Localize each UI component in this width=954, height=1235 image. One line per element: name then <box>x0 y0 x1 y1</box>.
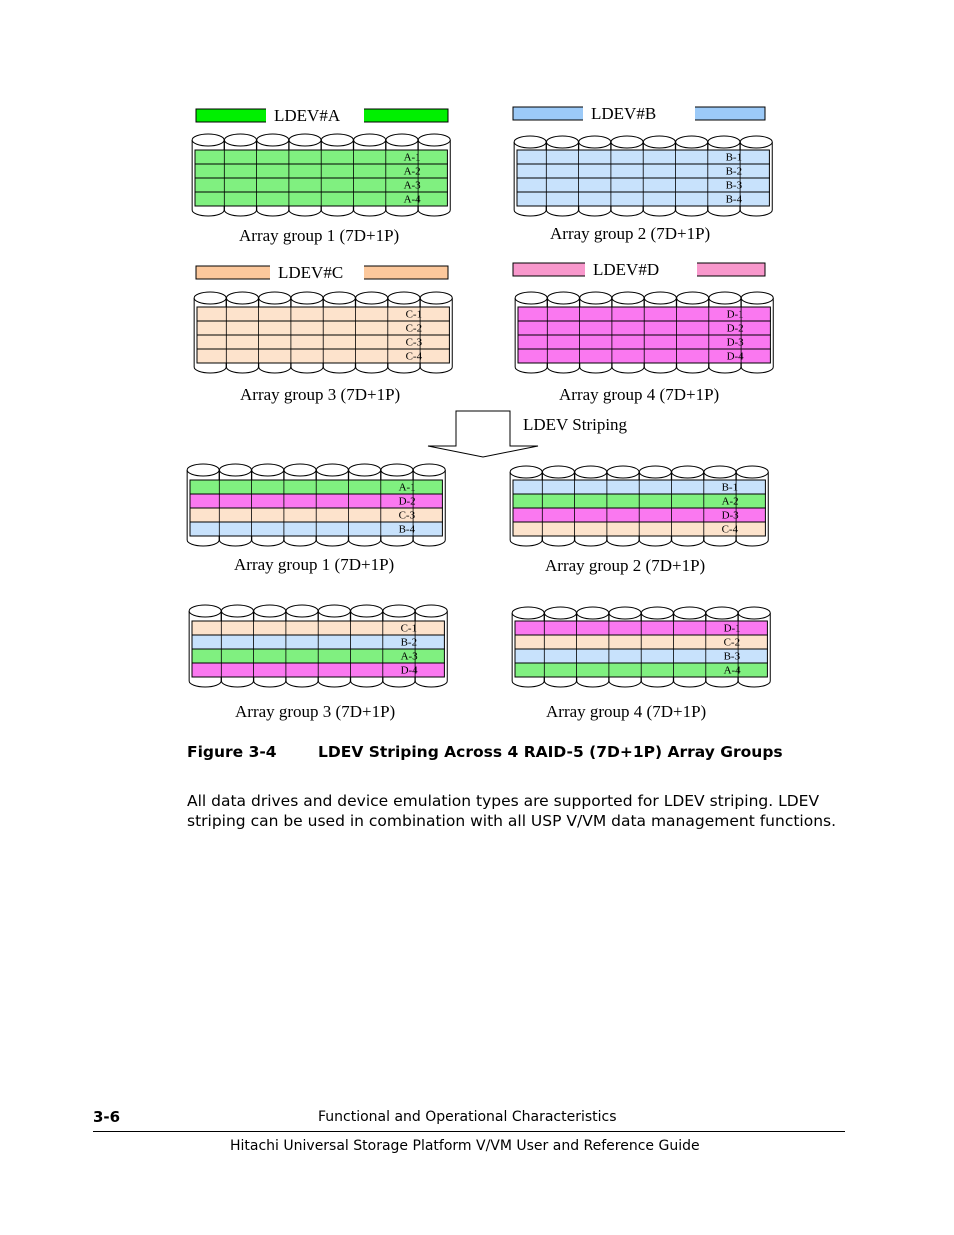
page-number: 3-6 <box>93 1108 121 1126</box>
array-group <box>194 292 452 404</box>
drive-top <box>740 136 772 148</box>
stripe-label: D-4 <box>400 664 418 677</box>
ldev-label: LDEV#D <box>593 260 660 279</box>
drive-top <box>356 292 388 304</box>
drive-top <box>383 605 415 617</box>
array-group <box>512 607 770 721</box>
stripe-label: D-1 <box>726 308 744 321</box>
drive-top <box>641 607 673 619</box>
stripe-label: B-1 <box>721 481 739 494</box>
drive-top <box>704 466 736 478</box>
drive-top <box>226 292 258 304</box>
drive-top <box>388 292 420 304</box>
ldev-banner <box>196 263 448 282</box>
drive-top <box>676 136 708 148</box>
stripe-label: D-2 <box>726 322 744 335</box>
figure-title: LDEV Striping Across 4 RAID-5 (7D+1P) Array Groups <box>318 743 783 761</box>
drive-top <box>351 605 383 617</box>
drive-top <box>289 134 321 146</box>
striping-arrow <box>428 411 628 457</box>
stripe-label: C-3 <box>398 509 416 522</box>
drive-top <box>542 466 574 478</box>
stripe-label: C-1 <box>400 622 418 635</box>
stripe-label: A-1 <box>398 481 416 494</box>
drive-top <box>418 134 450 146</box>
drive-top <box>252 464 284 476</box>
drive-top <box>612 292 644 304</box>
stripe-label: C-4 <box>721 523 739 536</box>
array-group-caption: Array group 4 (7D+1P) <box>559 385 720 404</box>
ldev-label: LDEV#A <box>274 106 341 125</box>
drive-top <box>224 134 256 146</box>
drive-top <box>323 292 355 304</box>
array-group-caption: Array group 3 (7D+1P) <box>240 385 401 404</box>
drive-top <box>291 292 323 304</box>
stripe-label: C-4 <box>405 350 423 363</box>
drive-top <box>415 605 447 617</box>
drive-top <box>510 466 542 478</box>
drive-top <box>259 292 291 304</box>
array-group <box>515 292 773 404</box>
ldev-label: LDEV#B <box>591 104 657 123</box>
drive-top <box>611 136 643 148</box>
drive-top <box>575 466 607 478</box>
drive-top <box>580 292 612 304</box>
drive-top <box>708 136 740 148</box>
footer-rule <box>93 1131 845 1132</box>
array-group-caption: Array group 1 (7D+1P) <box>234 555 395 574</box>
drive-top <box>514 136 546 148</box>
drive-top <box>677 292 709 304</box>
drive-top <box>187 464 219 476</box>
stripe-label: A-2 <box>403 165 421 178</box>
drive-top <box>284 464 316 476</box>
stripe-label: B-3 <box>723 650 741 663</box>
drive-top <box>515 292 547 304</box>
stripe-label: D-4 <box>726 350 744 363</box>
stripe-label: D-3 <box>721 509 739 522</box>
stripe-label: C-3 <box>405 336 423 349</box>
stripe-label: B-3 <box>725 179 743 192</box>
drive-top <box>192 134 224 146</box>
array-group-caption: Array group 4 (7D+1P) <box>546 702 707 721</box>
drive-top <box>512 607 544 619</box>
stripe-label: B-2 <box>400 636 418 649</box>
guide-title: Hitachi Universal Storage Platform V/VM User and Reference Guide <box>230 1138 700 1154</box>
stripe-label: D-2 <box>398 495 416 508</box>
ldev-banner <box>513 260 765 279</box>
stripe-label: C-1 <box>405 308 423 321</box>
drive-top <box>736 466 768 478</box>
array-group <box>189 605 447 721</box>
ldev-label: LDEV#C <box>278 263 344 282</box>
drive-top <box>672 466 704 478</box>
drive-top <box>644 292 676 304</box>
drive-top <box>221 605 253 617</box>
drive-top <box>643 136 675 148</box>
stripe-label: B-1 <box>725 151 743 164</box>
drive-top <box>316 464 348 476</box>
figure-caption <box>187 743 783 761</box>
stripe-label: A-3 <box>400 650 418 663</box>
figure-number: Figure 3-4 <box>187 743 277 761</box>
chapter-title: Functional and Operational Characteristics <box>318 1109 617 1125</box>
array-group <box>187 464 445 574</box>
drive-top <box>674 607 706 619</box>
drive-top <box>709 292 741 304</box>
stripe-label: A-1 <box>403 151 421 164</box>
drive-top <box>579 136 611 148</box>
drive-top <box>607 466 639 478</box>
drive-top <box>257 134 289 146</box>
drive-top <box>386 134 418 146</box>
drive-top <box>254 605 286 617</box>
array-group-caption: Array group 2 (7D+1P) <box>545 556 706 575</box>
drive-top <box>546 136 578 148</box>
drive-top <box>547 292 579 304</box>
drive-top <box>321 134 353 146</box>
array-group-caption: Array group 3 (7D+1P) <box>235 702 396 721</box>
stripe-label: B-4 <box>725 193 743 206</box>
drive-top <box>639 466 671 478</box>
drive-top <box>420 292 452 304</box>
drive-top <box>381 464 413 476</box>
drive-top <box>741 292 773 304</box>
drive-top <box>354 134 386 146</box>
drive-top <box>318 605 350 617</box>
stripe-label: C-2 <box>723 636 741 649</box>
array-group-caption: Array group 1 (7D+1P) <box>239 226 400 245</box>
ldev-banner <box>196 106 448 125</box>
stripe-label: C-2 <box>405 322 423 335</box>
drive-top <box>286 605 318 617</box>
arrow-label: LDEV Striping <box>523 415 628 434</box>
stripe-label: A-4 <box>403 193 421 206</box>
array-group <box>510 466 768 575</box>
stripe-label: A-3 <box>403 179 421 192</box>
drive-top <box>219 464 251 476</box>
drive-top <box>738 607 770 619</box>
drive-top <box>544 607 576 619</box>
drive-top <box>609 607 641 619</box>
stripe-label: B-4 <box>398 523 416 536</box>
array-group-caption: Array group 2 (7D+1P) <box>550 224 711 243</box>
drive-top <box>706 607 738 619</box>
stripe-label: A-4 <box>723 664 741 677</box>
array-group <box>192 134 450 245</box>
down-arrow <box>428 411 538 457</box>
body-paragraph: All data drives and device emulation types are supported for LDEV striping. LDEV striping can be used in combination with all USP V/VM data management functions. <box>187 792 837 830</box>
array-group <box>514 136 772 243</box>
drive-top <box>189 605 221 617</box>
stripe-label: D-1 <box>723 622 741 635</box>
drive-top <box>413 464 445 476</box>
stripe-label: A-2 <box>721 495 739 508</box>
drive-top <box>577 607 609 619</box>
ldev-banner <box>513 104 765 123</box>
drive-top <box>194 292 226 304</box>
drive-top <box>349 464 381 476</box>
stripe-label: B-2 <box>725 165 743 178</box>
stripe-label: D-3 <box>726 336 744 349</box>
